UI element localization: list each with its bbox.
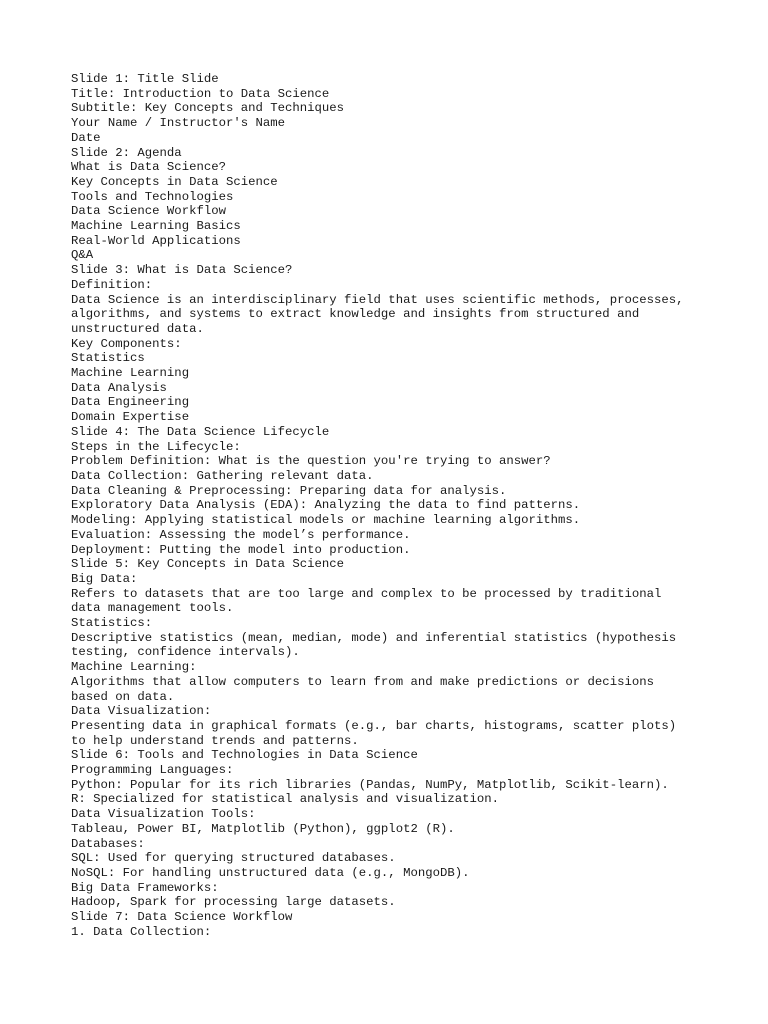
text-line: Python: Popular for its rich libraries (Pandas, NumPy, Matplotlib, Scikit-learn). (71, 777, 669, 792)
text-line: R: Specialized for statistical analysis and visualization. (71, 792, 500, 807)
text-line: Presenting data in graphical formats (e.g., bar charts, histograms, scatter plots) (71, 718, 677, 733)
text-line: Problem Definition: What is the question you're trying to answer? (71, 454, 551, 469)
text-line: Deployment: Putting the model into production. (71, 542, 411, 557)
text-line: Big Data: (71, 571, 138, 586)
text-line: Slide 7: Data Science Workflow (71, 910, 293, 925)
text-line: data management tools. (71, 601, 234, 616)
text-line: Data Visualization Tools: (71, 807, 256, 822)
text-line: Algorithms that allow computers to learn from and make predictions or decisions (71, 674, 654, 689)
text-line: Slide 1: Title Slide (71, 72, 219, 86)
text-line: Descriptive statistics (mean, median, mode) and inferential statistics (hypothesis (71, 630, 677, 645)
text-line: Tools and Technologies (71, 189, 234, 204)
text-line: Exploratory Data Analysis (EDA): Analyzing the data to find patterns. (71, 498, 581, 513)
text-line: Machine Learning (71, 366, 190, 381)
text-line: algorithms, and systems to extract knowledge and insights from structured and (71, 307, 640, 322)
text-line: unstructured data. (71, 321, 204, 336)
text-line: Statistics (71, 351, 145, 366)
text-line: Statistics: (71, 616, 153, 631)
text-line: Definition: (71, 277, 153, 292)
text-line: Date (71, 130, 101, 145)
text-line: Data Visualization: (71, 704, 212, 719)
text-line: Domain Expertise (71, 410, 190, 425)
text-line: Tableau, Power BI, Matplotlib (Python), ggplot2 (R). (71, 821, 455, 836)
text-line: Evaluation: Assessing the model’s performance. (71, 527, 411, 542)
text-line: Real-World Applications (71, 233, 241, 248)
text-line: Programming Languages: (71, 763, 234, 778)
text-line: Q&A (71, 248, 94, 263)
text-line: Slide 4: The Data Science Lifecycle (71, 424, 330, 439)
text-line: What is Data Science? (71, 160, 226, 175)
text-line: Machine Learning Basics (71, 219, 241, 234)
text-line: Data Collection: Gathering relevant data. (71, 468, 374, 483)
text-line: Machine Learning: (71, 660, 197, 675)
text-line: Slide 5: Key Concepts in Data Science (71, 557, 345, 572)
text-line: Slide 3: What is Data Science? (71, 263, 293, 278)
text-line: 1. Data Collection: (71, 924, 212, 939)
text-line: Big Data Frameworks: (71, 880, 219, 895)
text-line: Data Analysis (71, 380, 167, 395)
text-line: Key Components: (71, 336, 182, 351)
text-line: to help understand trends and patterns. (71, 733, 359, 748)
text-line: Data Cleaning & Preprocessing: Preparing data for analysis. (71, 483, 507, 498)
text-line: Key Concepts in Data Science (71, 174, 278, 189)
text-line: Steps in the Lifecycle: (71, 439, 241, 454)
text-line: Modeling: Applying statistical models or machine learning algorithms. (71, 513, 581, 528)
text-line: SQL: Used for querying structured databases. (71, 851, 396, 866)
text-line: Refers to datasets that are too large and complex to be processed by traditional (71, 586, 662, 601)
text-line: Data Science is an interdisciplinary field that uses scientific methods, processes, (71, 292, 684, 307)
text-line: Slide 6: Tools and Technologies in Data Science (71, 748, 418, 763)
text-line: testing, confidence intervals). (71, 645, 300, 660)
text-line: Slide 2: Agenda (71, 145, 182, 160)
text-line: Databases: (71, 836, 145, 851)
text-line: Your Name / Instructor's Name (71, 116, 286, 131)
document-text (71, 72, 711, 939)
text-line: Data Science Workflow (71, 204, 226, 219)
text-line: Title: Introduction to Data Science (71, 86, 330, 101)
text-line: NoSQL: For handling unstructured data (e.g., MongoDB). (71, 865, 470, 880)
text-line: based on data. (71, 689, 175, 704)
text-line: Data Engineering (71, 395, 190, 410)
text-line: Hadoop, Spark for processing large datasets. (71, 895, 396, 910)
text-line: Subtitle: Key Concepts and Techniques (71, 101, 345, 116)
